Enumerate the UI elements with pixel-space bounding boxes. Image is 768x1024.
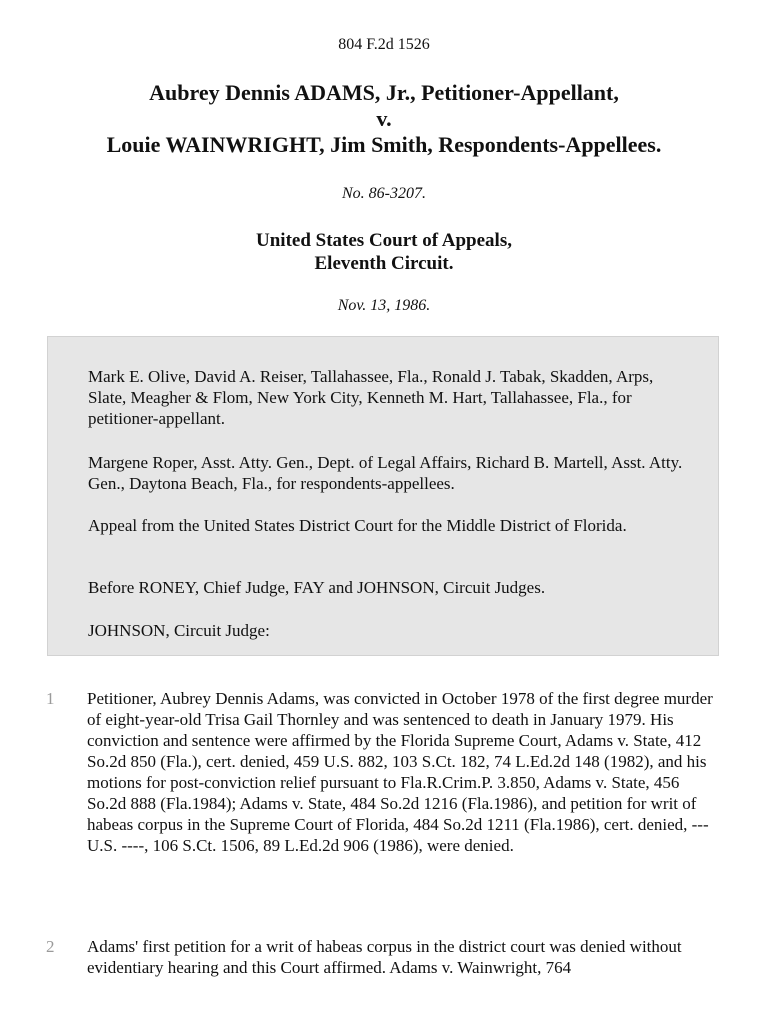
paragraph-text: Adams' first petition for a writ of habeas corpus in the district court was denied without evidentiary hearing and this Court affirmed. Adams v. Wainwright, 764 bbox=[87, 937, 682, 977]
paragraph-number: 2 bbox=[46, 937, 55, 956]
opinion-author: JOHNSON, Circuit Judge: bbox=[88, 621, 270, 640]
petitioner-line: Aubrey Dennis ADAMS, Jr., Petitioner-Appellant, bbox=[149, 80, 619, 105]
case-citation: 804 F.2d 1526 bbox=[338, 36, 430, 53]
appeal-from: Appeal from the United States District Court for the Middle District of Florida. bbox=[88, 516, 627, 535]
counsel-petitioner: Mark E. Olive, David A. Reiser, Tallahassee, Fla., Ronald J. Tabak, Skadden, Arps, Slate, Meagher & Flom, New York City, Kenneth M. Hart, Tallahassee, Fla., for petitioner-appellant. bbox=[88, 367, 654, 428]
decision-date: Nov. 13, 1986. bbox=[337, 297, 431, 314]
court-name-line-2: Eleventh Circuit. bbox=[314, 253, 454, 274]
panel-judges: Before RONEY, Chief Judge, FAY and JOHNSON, Circuit Judges. bbox=[88, 578, 546, 597]
counsel-respondents: Margene Roper, Asst. Atty. Gen., Dept. of Legal Affairs, Richard B. Martell, Asst. Atty. Gen., Daytona Beach, Fla., for respondents-appellees. bbox=[88, 453, 683, 493]
respondents-line: Louie WAINWRIGHT, Jim Smith, Respondents-Appellees. bbox=[106, 132, 662, 157]
paragraph-text: Petitioner, Aubrey Dennis Adams, was convicted in October 1978 of the first degree murder of eight-year-old Trisa Gail Thornley and was sentenced to death in January 1979. His conviction and sentence were affirmed by the Florida Supreme Court, Adams v. State, 412 So.2d 850 (Fla.), cert. denied, 459 U.S. 882, 103 S.Ct. 182, 74 L.Ed.2d 148 (1982), and his motions for post-conviction relief pursuant to Fla.R.Crim.P. 3.850, Adams v. State, 456 So.2d 888 (Fla.1984); Adams v. State, 484 So.2d 1216 (Fla.1986), and petition for writ of habeas corpus in the Supreme Court of Florida, 484 So.2d 1211 (Fla.1986), cert. denied, --- U.S. ----, 106 S.Ct. 1506, 89 L.Ed.2d 906 (1986), were denied. bbox=[87, 689, 713, 855]
paragraph-number: 1 bbox=[46, 689, 55, 708]
case-header-box bbox=[47, 336, 719, 656]
docket-number: No. 86-3207. bbox=[342, 185, 426, 202]
court-name-line-1: United States Court of Appeals, bbox=[256, 230, 512, 251]
case-parties bbox=[0, 80, 768, 158]
court-name bbox=[0, 229, 768, 275]
versus-line: v. bbox=[376, 106, 392, 131]
